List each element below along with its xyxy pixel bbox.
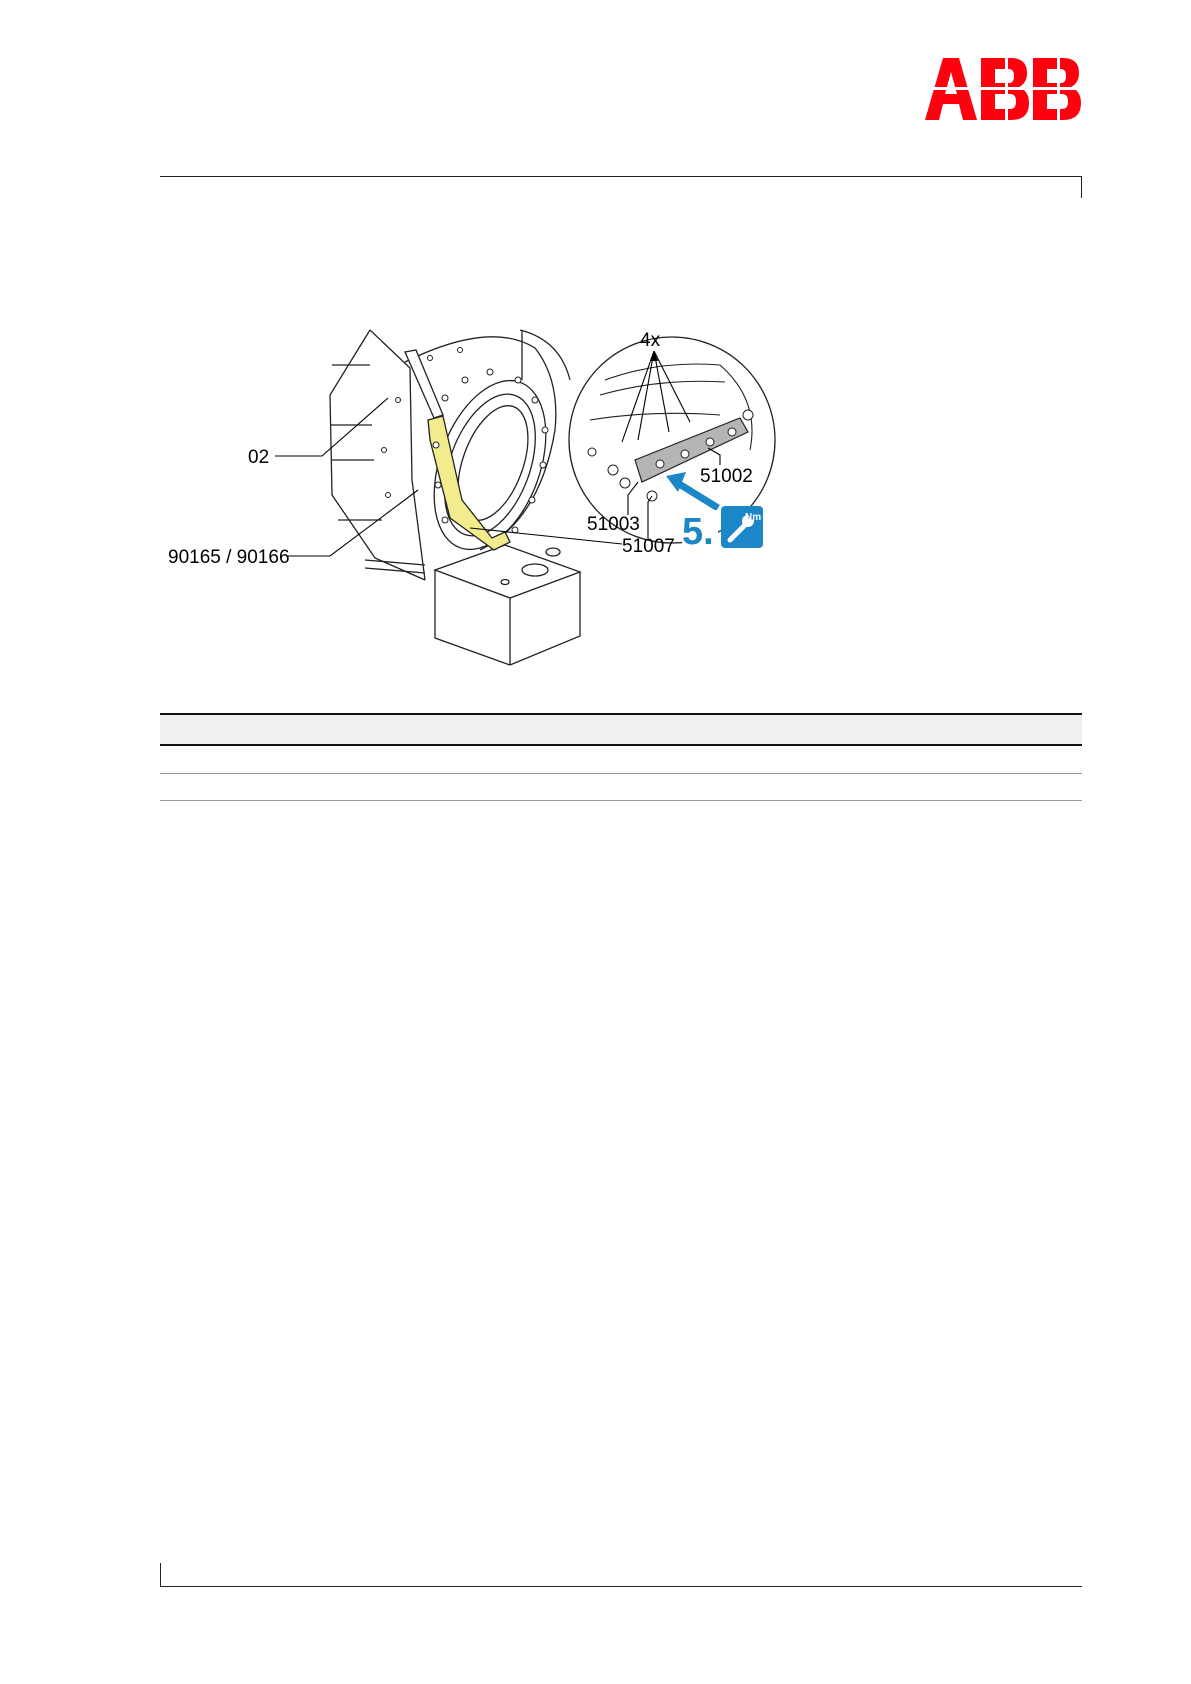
header-rule [160,176,1082,177]
header-tick [1081,176,1082,198]
table-header-rule [160,744,1082,746]
callout-51003: 51003 [587,514,640,535]
step-number: 5. [682,511,714,553]
assembly-figure [160,320,850,670]
callout-90165-90166: 90165 / 90166 [168,547,290,568]
callout-02: 02 [248,447,270,468]
table-header-row [160,715,1082,744]
support-block [365,545,580,665]
callout-4x: 4x [640,330,661,351]
footer-rule [160,1586,1082,1587]
table-row [160,773,1082,774]
callout-51002: 51002 [700,466,753,487]
callout-51007: 51007 [622,536,675,557]
table-row [160,800,1082,801]
abb-logo [925,58,1085,120]
torque-wrench-icon [721,506,763,548]
footer-tick [160,1563,161,1587]
torque-symbol: Nm [745,512,762,523]
